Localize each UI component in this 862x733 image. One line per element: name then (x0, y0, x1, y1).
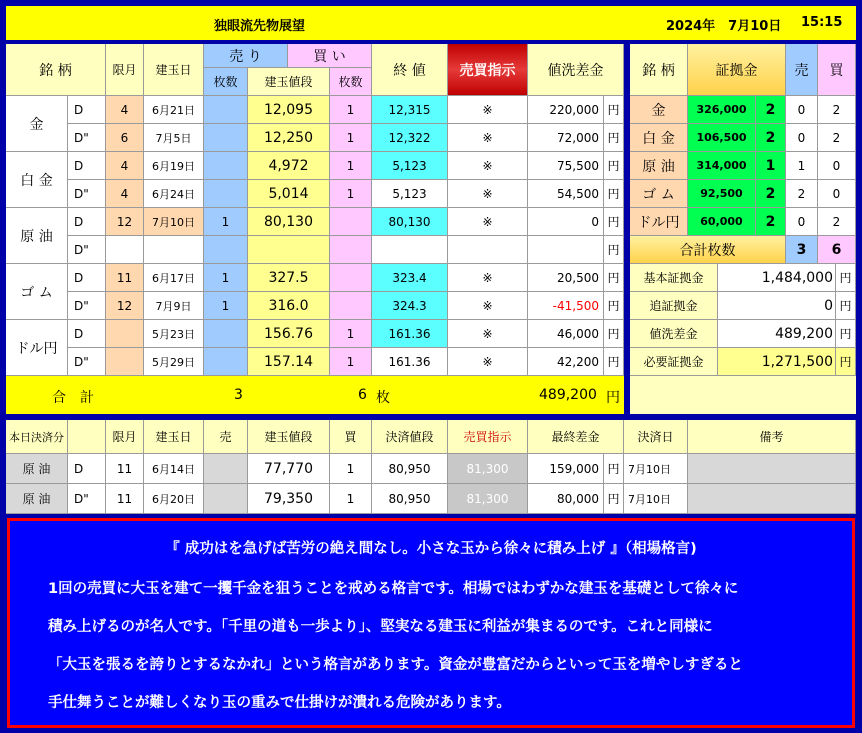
settle-row-unit: 円 (604, 484, 624, 514)
header-kai: 買 い (288, 44, 372, 68)
margin-header-uri: 売 (786, 44, 818, 96)
group-crude: 原 油 (6, 208, 68, 264)
settle-row-final: 80,000 (528, 484, 604, 514)
row-instruction: ※ (448, 292, 528, 320)
row-buy (330, 236, 372, 264)
row-type: D" (68, 124, 106, 152)
row-month: 6 (106, 124, 144, 152)
row-unit: 円 (604, 320, 624, 348)
margin-row-buy: 2 (818, 124, 856, 152)
header-owarine: 終 値 (372, 44, 448, 96)
row-month: 4 (106, 180, 144, 208)
row-price: 80,130 (248, 208, 330, 236)
row-month (106, 348, 144, 376)
settle-row-date: 6月20日 (144, 484, 204, 514)
proverb-line: 手仕舞うことが難しくなり玉の重みで仕掛けが潰れる危険があります。 (48, 695, 511, 711)
group-gold: 金 (6, 96, 68, 152)
settle-header-price: 建玉値段 (248, 420, 330, 454)
row-diff-negative: -41,500 (528, 292, 604, 320)
settle-row-type: D (68, 454, 106, 484)
summary-value-oishou: 0 (718, 292, 836, 320)
page-title: 独眼流先物展望 (214, 19, 306, 34)
row-close: 161.36 (372, 320, 448, 348)
margin-row-value: 326,000 (688, 96, 756, 124)
time-display: 15:15 (801, 15, 843, 30)
row-diff: 20,500 (528, 264, 604, 292)
count-total-buy: 6 (818, 236, 856, 264)
total-unit: 円 (606, 390, 620, 406)
row-unit: 円 (604, 96, 624, 124)
row-unit: 円 (604, 152, 624, 180)
row-buy: 1 (330, 180, 372, 208)
row-date: 6月21日 (144, 96, 204, 124)
row-buy: 1 (330, 124, 372, 152)
summary-value-hitsuyou: 1,271,500 (718, 348, 836, 376)
date-display: 2024年 7月10日 (666, 19, 782, 34)
summary-label-oishou: 追証拠金 (630, 292, 718, 320)
row-instruction: ※ (448, 180, 528, 208)
summary-unit: 円 (836, 264, 856, 292)
margin-row-buy: 0 (818, 152, 856, 180)
row-month: 4 (106, 96, 144, 124)
total-label: 合 計 (52, 390, 94, 406)
total-row (6, 376, 624, 414)
margin-header-meigara: 銘 柄 (630, 44, 688, 96)
row-date: 5月29日 (144, 348, 204, 376)
settle-row-buy: 1 (330, 454, 372, 484)
settle-header-note: 備考 (688, 420, 856, 454)
row-instruction: ※ (448, 124, 528, 152)
margin-row-name: 白 金 (630, 124, 688, 152)
row-close: 324.3 (372, 292, 448, 320)
settle-row-note (688, 454, 856, 484)
row-instruction: ※ (448, 264, 528, 292)
row-close: 5,123 (372, 180, 448, 208)
positions-table (6, 44, 624, 414)
row-price: 156.76 (248, 320, 330, 348)
margin-row-value: 106,500 (688, 124, 756, 152)
row-type: D" (68, 292, 106, 320)
margin-row-count: 2 (756, 96, 786, 124)
margin-row-name: 原 油 (630, 152, 688, 180)
row-unit: 円 (604, 292, 624, 320)
settle-row-sdate: 7月10日 (624, 454, 688, 484)
margin-row-sell: 1 (786, 152, 818, 180)
row-price: 12,095 (248, 96, 330, 124)
row-month (106, 320, 144, 348)
row-close: 80,130 (372, 208, 448, 236)
settle-header-kai: 買 (330, 420, 372, 454)
row-price: 327.5 (248, 264, 330, 292)
row-month: 11 (106, 264, 144, 292)
row-type: D" (68, 180, 106, 208)
settle-row-inst: 81,300 (448, 454, 528, 484)
header-buy-count: 枚数 (330, 68, 372, 96)
row-price (248, 236, 330, 264)
row-type: D (68, 320, 106, 348)
row-sell (204, 180, 248, 208)
settle-row-name: 原 油 (6, 454, 68, 484)
settle-row-price: 77,770 (248, 454, 330, 484)
margin-row-count: 2 (756, 180, 786, 208)
row-date: 7月9日 (144, 292, 204, 320)
margin-row-sell: 2 (786, 180, 818, 208)
row-date: 6月17日 (144, 264, 204, 292)
row-close: 323.4 (372, 264, 448, 292)
row-date: 5月23日 (144, 320, 204, 348)
settlement-table (6, 420, 856, 514)
row-diff (528, 236, 604, 264)
margin-row-sell: 0 (786, 208, 818, 236)
group-rubber: ゴ ム (6, 264, 68, 320)
row-instruction: ※ (448, 348, 528, 376)
row-date: 6月24日 (144, 180, 204, 208)
summary-unit: 円 (836, 320, 856, 348)
row-type: D" (68, 348, 106, 376)
count-total-sell: 3 (786, 236, 818, 264)
row-sell (204, 152, 248, 180)
row-sell (204, 348, 248, 376)
header-tatene: 建玉値段 (248, 68, 330, 96)
settle-row-settle: 80,950 (372, 484, 448, 514)
row-unit: 円 (604, 124, 624, 152)
settle-row-date: 6月14日 (144, 454, 204, 484)
row-date: 7月5日 (144, 124, 204, 152)
margin-panel (630, 44, 856, 414)
row-price: 316.0 (248, 292, 330, 320)
total-diff: 489,200 (539, 387, 597, 403)
row-sell (204, 124, 248, 152)
row-close: 12,322 (372, 124, 448, 152)
settle-header-settle: 決済値段 (372, 420, 448, 454)
header-sell-count: 枚数 (204, 68, 248, 96)
row-type: D (68, 264, 106, 292)
summary-unit: 円 (836, 292, 856, 320)
group-platinum: 白 金 (6, 152, 68, 208)
row-buy: 1 (330, 320, 372, 348)
row-instruction: ※ (448, 96, 528, 124)
settle-header-uri: 売 (204, 420, 248, 454)
row-close (372, 236, 448, 264)
summary-value-neaisa: 489,200 (718, 320, 836, 348)
settle-row-note (688, 484, 856, 514)
margin-row-value: 92,500 (688, 180, 756, 208)
proverb-line: 積み上げるのが名人です。「千里の道も一歩より」、堅実なる建玉に利益が集まるのです。これと同様に (48, 619, 713, 635)
margin-row-count: 2 (756, 124, 786, 152)
margin-row-count: 1 (756, 152, 786, 180)
total-unit-mai: 枚 (376, 390, 390, 406)
row-unit: 円 (604, 180, 624, 208)
margin-row-buy: 2 (818, 96, 856, 124)
settle-row-unit: 円 (604, 454, 624, 484)
margin-row-sell: 0 (786, 124, 818, 152)
total-sell: 3 (234, 387, 243, 403)
row-diff: 75,500 (528, 152, 604, 180)
settle-row-buy: 1 (330, 484, 372, 514)
row-sell: 1 (204, 264, 248, 292)
margin-row-count: 2 (756, 208, 786, 236)
row-price: 12,250 (248, 124, 330, 152)
row-diff: 0 (528, 208, 604, 236)
margin-row-name: ゴ ム (630, 180, 688, 208)
row-diff: 54,500 (528, 180, 604, 208)
settle-row-settle: 80,950 (372, 454, 448, 484)
margin-row-buy: 2 (818, 208, 856, 236)
settle-header-inst: 売買指示 (448, 420, 528, 454)
row-close: 161.36 (372, 348, 448, 376)
header-neaisa: 値洗差金 (528, 44, 624, 96)
total-buy: 6 (358, 387, 367, 403)
settle-row-type: D" (68, 484, 106, 514)
row-instruction (448, 236, 528, 264)
header-tatedate: 建玉日 (144, 44, 204, 96)
row-buy (330, 208, 372, 236)
row-unit: 円 (604, 236, 624, 264)
row-buy (330, 292, 372, 320)
margin-row-sell: 0 (786, 96, 818, 124)
settle-row-sdate: 7月10日 (624, 484, 688, 514)
header-uri: 売 り (204, 44, 288, 68)
row-diff: 72,000 (528, 124, 604, 152)
summary-label-hitsuyou: 必要証拠金 (630, 348, 718, 376)
proverb-line: 1回の売買に大玉を建て一攫千金を狙うことを戒める格言です。相場ではわずかな建玉を基礎として徐々に (48, 581, 739, 597)
group-dollar-yen: ドル円 (6, 320, 68, 376)
margin-panel-footer (630, 376, 856, 414)
row-buy (330, 264, 372, 292)
summary-unit: 円 (836, 348, 856, 376)
settle-row-final: 159,000 (528, 454, 604, 484)
header-gengetsu: 限月 (106, 44, 144, 96)
row-buy: 1 (330, 96, 372, 124)
row-price: 5,014 (248, 180, 330, 208)
margin-row-value: 60,000 (688, 208, 756, 236)
settle-row-month: 11 (106, 454, 144, 484)
row-diff: 46,000 (528, 320, 604, 348)
row-type: D (68, 96, 106, 124)
margin-header-kai: 買 (818, 44, 856, 96)
row-price: 157.14 (248, 348, 330, 376)
row-close: 12,315 (372, 96, 448, 124)
row-buy: 1 (330, 348, 372, 376)
row-date (144, 236, 204, 264)
settle-header-sdate: 決済日 (624, 420, 688, 454)
margin-row-name: 金 (630, 96, 688, 124)
margin-header-shokokin: 証拠金 (688, 44, 786, 96)
proverb-box (7, 518, 855, 728)
margin-row-value: 314,000 (688, 152, 756, 180)
row-close: 5,123 (372, 152, 448, 180)
row-sell: 1 (204, 208, 248, 236)
margin-row-buy: 0 (818, 180, 856, 208)
settle-row-inst: 81,300 (448, 484, 528, 514)
settle-row-name: 原 油 (6, 484, 68, 514)
count-total-label: 合計枚数 (630, 236, 786, 264)
proverb-title: 『 成功はを急げば苦労の絶え間なし。小さな玉から徐々に積み上げ 』（相場格言) (165, 541, 697, 557)
settle-header-month-type (68, 420, 106, 454)
row-price: 4,972 (248, 152, 330, 180)
summary-label-kihon: 基本証拠金 (630, 264, 718, 292)
settle-row-sell (204, 484, 248, 514)
settle-header-month: 限月 (106, 420, 144, 454)
row-unit: 円 (604, 348, 624, 376)
title-bar (6, 6, 856, 40)
settle-header-final: 最終差金 (528, 420, 624, 454)
row-date: 7月10日 (144, 208, 204, 236)
proverb-line: 「大玉を張るを誇りとするなかれ」という格言があります。資金が豊富だからといって玉を増やしすぎると (48, 657, 743, 673)
settle-row-price: 79,350 (248, 484, 330, 514)
header-baibai: 売買指示 (448, 44, 528, 96)
row-type: D (68, 152, 106, 180)
summary-value-kihon: 1,484,000 (718, 264, 836, 292)
row-month: 4 (106, 152, 144, 180)
header-meigara: 銘 柄 (6, 44, 106, 96)
margin-row-name: ドル円 (630, 208, 688, 236)
row-sell (204, 96, 248, 124)
row-type: D (68, 208, 106, 236)
row-month: 12 (106, 292, 144, 320)
settle-row-sell (204, 454, 248, 484)
row-instruction: ※ (448, 152, 528, 180)
row-unit: 円 (604, 264, 624, 292)
row-sell (204, 236, 248, 264)
row-month (106, 236, 144, 264)
row-diff: 42,200 (528, 348, 604, 376)
settle-header-date: 建玉日 (144, 420, 204, 454)
row-instruction: ※ (448, 320, 528, 348)
row-sell (204, 320, 248, 348)
summary-label-neaisa: 値洗差金 (630, 320, 718, 348)
row-diff: 220,000 (528, 96, 604, 124)
row-month: 12 (106, 208, 144, 236)
row-buy: 1 (330, 152, 372, 180)
row-instruction: ※ (448, 208, 528, 236)
settle-header-label: 本日決済分 (6, 420, 68, 454)
settle-row-month: 11 (106, 484, 144, 514)
row-sell: 1 (204, 292, 248, 320)
row-unit: 円 (604, 208, 624, 236)
row-date: 6月19日 (144, 152, 204, 180)
row-type: D" (68, 236, 106, 264)
